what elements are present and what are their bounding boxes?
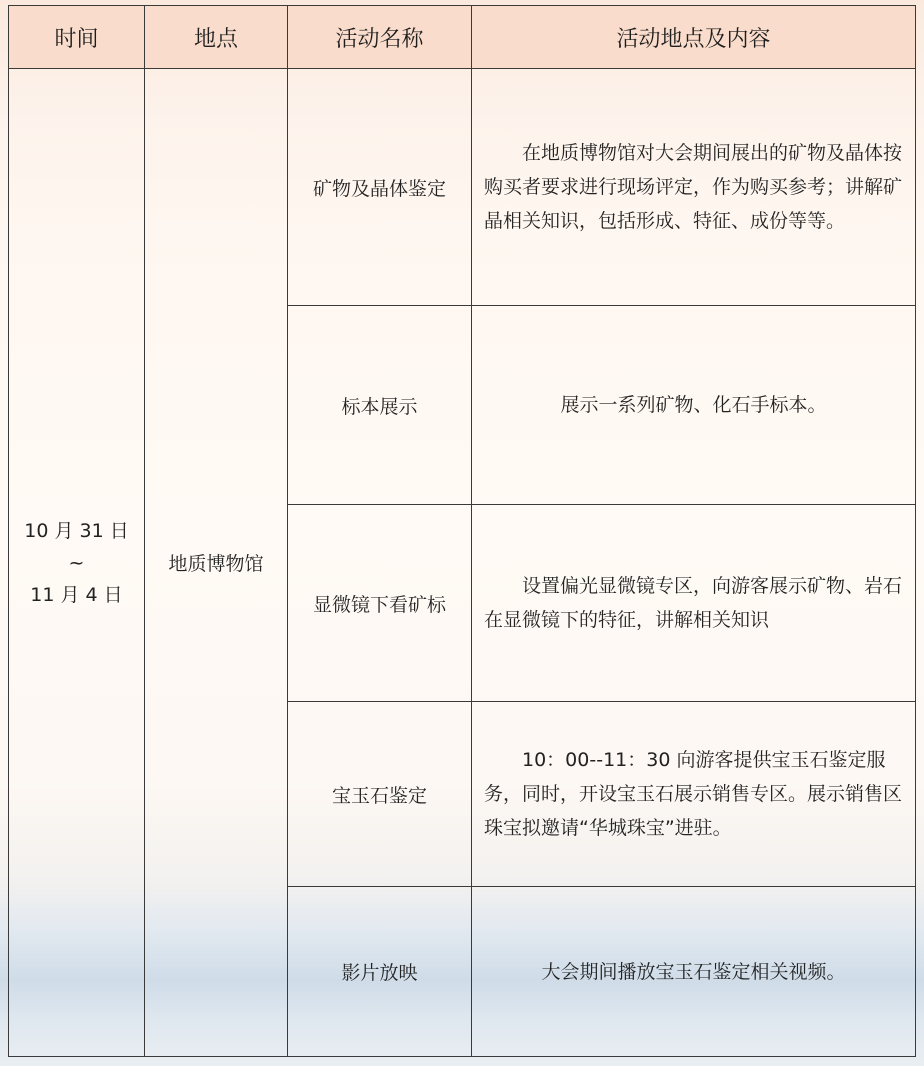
- activity-content-text: 展示一系列矿物、化石手标本。: [560, 394, 827, 416]
- time-end: 11 月 4 日: [30, 583, 123, 606]
- activity-content-cell: [472, 69, 916, 306]
- activity-name-cell: 矿物及晶体鉴定: [288, 69, 472, 306]
- header-time: 时间: [9, 6, 145, 69]
- header-activity-name: 活动名称: [288, 6, 472, 69]
- activity-schedule-table: [8, 5, 916, 1057]
- activity-content-cell: [472, 306, 916, 505]
- activity-content-cell: [472, 505, 916, 702]
- time-start: 10 月 31 日: [24, 519, 129, 542]
- activity-content-text: 大会期间播放宝玉石鉴定相关视频。: [541, 960, 846, 983]
- activity-content-cell: [472, 887, 916, 1057]
- activity-name-cell: 显微镜下看矿标: [288, 505, 472, 702]
- activity-name-cell: 影片放映: [288, 887, 472, 1057]
- time-cell: [9, 69, 145, 1057]
- table-header-row: [9, 6, 916, 69]
- header-place: 地点: [145, 6, 288, 69]
- table-row: [9, 69, 916, 306]
- activity-name-cell: 标本展示: [288, 306, 472, 505]
- header-activity-content: 活动地点及内容: [472, 6, 916, 69]
- activity-content-cell: [472, 702, 916, 887]
- activity-content-text: 设置偏光显微镜专区，向游客展示矿物、岩石在显微镜下的特征，讲解相关知识: [484, 575, 903, 631]
- activity-content-text: 在地质博物馆对大会期间展出的矿物及晶体按购买者要求进行现场评定，作为购买参考；讲解矿晶相关知识，包括形成、特征、成份等等。: [484, 142, 903, 232]
- activity-content-text: 10：00--11：30 向游客提供宝玉石鉴定服务，同时，开设宝玉石展示销售专区。展示销售区珠宝拟邀请“华城珠宝”进驻。: [484, 749, 903, 839]
- place-cell: 地质博物馆: [145, 69, 288, 1057]
- activity-name-cell: 宝玉石鉴定: [288, 702, 472, 887]
- time-separator: ~: [68, 551, 85, 574]
